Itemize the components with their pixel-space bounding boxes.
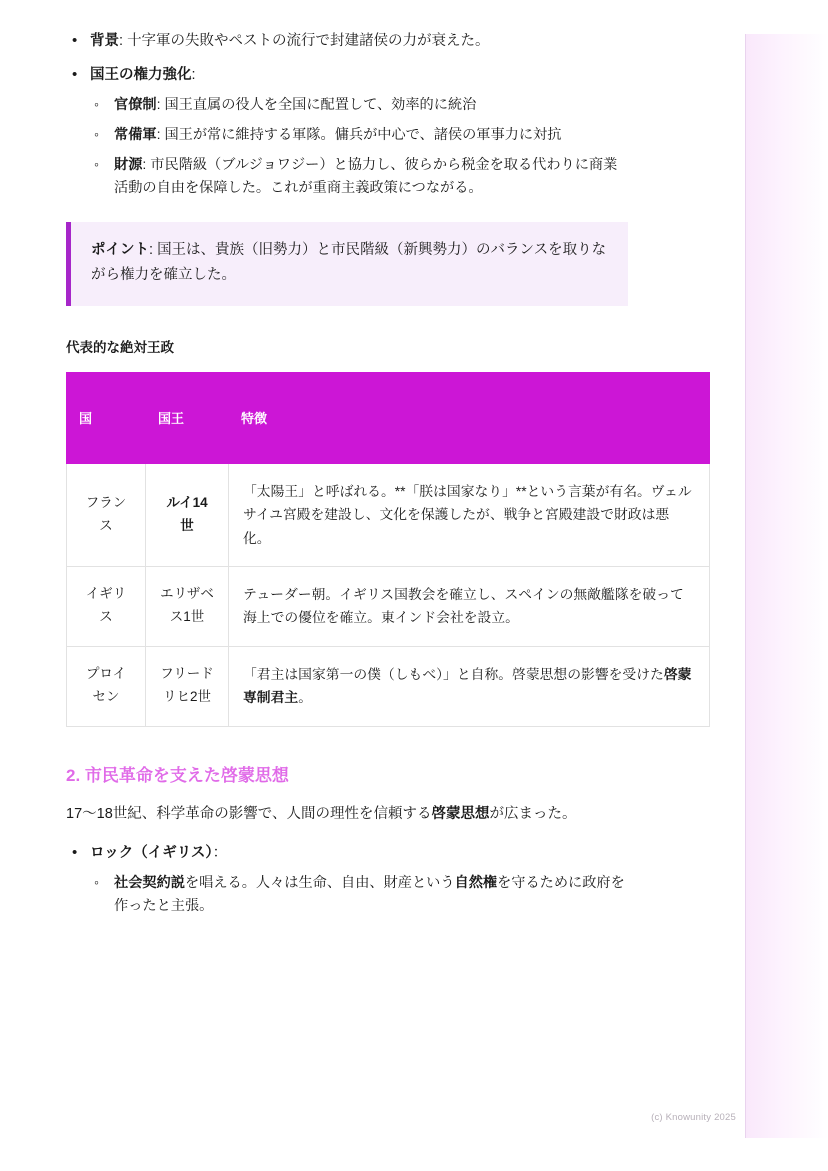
bullet-text: 国王が常に維持する軍隊。傭兵が中心で、諸侯の軍事力に対抗: [164, 126, 562, 143]
table-row: [67, 463, 710, 566]
footer-credit: (c) Knowunity 2025: [651, 1112, 736, 1123]
bullet-list-secondary: [90, 872, 628, 918]
bullet-term: 官僚制: [114, 96, 157, 113]
bullet-list-primary: [66, 30, 628, 200]
bullet-list-secondary: [90, 94, 628, 200]
cell-feature: [229, 566, 710, 646]
table-header-king: 国王: [146, 372, 229, 463]
table-body: [67, 463, 710, 726]
bullet-separator: :: [119, 33, 128, 49]
list-item: [66, 30, 628, 54]
cell-country: プロイセン: [67, 646, 146, 726]
bullet-separator: :: [142, 156, 151, 173]
paragraph-text: 17〜18世紀、科学革命の影響で、人間の理性を信頼する: [66, 805, 432, 822]
bullet-separator: :: [156, 126, 165, 143]
bullet-highlight-2: 自然権: [454, 875, 498, 892]
callout-box: [66, 222, 628, 306]
table-header-feature: 特徴: [229, 372, 710, 463]
cell-feature: [229, 646, 710, 726]
cell-king: エリザベス1世: [146, 566, 229, 646]
cell-king: フリードリヒ2世: [146, 646, 229, 726]
table-row: [67, 646, 710, 726]
bullet-term: ロック（イギリス）: [90, 845, 213, 862]
table-caption: 代表的な絶対王政: [66, 339, 174, 355]
cell-feature-text: 「太陽王」と呼ばれる。**「朕は国家なり」**という言葉が有名。ヴェルサイユ宮殿を建設し、文化を保護したが、戦争と宮殿建設で財政は悪化。: [243, 483, 692, 546]
bullet-term: 背景: [90, 33, 119, 49]
cell-feature-text: テューダー朝。イギリス国教会を確立し、スペインの無敵艦隊を破って海上での優位を確立。東インド会社を設立。: [243, 586, 684, 626]
callout-separator: :: [149, 241, 158, 258]
bullet-list-enlightenment: [66, 842, 628, 918]
bullet-text: 市民階級（ブルジョワジー）と協力し、彼らから税金を取る代わりに商業活動の自由を保障した。これが重商主義政策につながる。: [114, 156, 618, 196]
bullet-highlight-1: 社会契約説: [114, 875, 185, 892]
bullet-text-2: を守るために政府を作ったと主張。: [114, 875, 625, 915]
list-item: [90, 124, 628, 147]
cell-feature-text-tail: 。: [298, 690, 312, 706]
cell-king: ルイ14世: [146, 463, 229, 566]
cell-country: フランス: [67, 463, 146, 566]
cell-feature-text: 「君主は国家第一の僕（しもべ）」と自称。啓蒙思想の影響を受けた: [243, 666, 664, 682]
bullet-text: 十字軍の失敗やペストの流行で封建諸侯の力が衰えた。: [127, 33, 490, 49]
callout-text: 国王は、貴族（旧勢力）と市民階級（新興勢力）のバランスを取りながら権力を確立した。: [91, 241, 607, 284]
cell-feature-highlight: 啓蒙専制君主: [243, 666, 692, 706]
bullet-term: 国王の権力強化: [90, 66, 192, 83]
list-item: [90, 94, 628, 117]
callout-term: ポイント: [91, 241, 149, 258]
absolutism-table: [66, 372, 710, 727]
list-item: [90, 872, 628, 918]
bullet-separator: :: [191, 66, 196, 83]
bullet-term: 常備軍: [114, 126, 157, 143]
cell-country: イギリス: [67, 566, 146, 646]
bullet-term: 財源: [114, 156, 143, 173]
bullet-text-1: を唱える。人々は生命、自由、財産という: [184, 875, 455, 892]
table-header-country: 国: [67, 372, 146, 463]
table-row: [67, 566, 710, 646]
table-header-row: [67, 372, 710, 463]
paragraph-text-tail: が広まった。: [489, 805, 577, 822]
list-item: [66, 842, 628, 918]
section-paragraph: [66, 802, 628, 827]
section-heading: 2. 市民革命を支えた啓蒙思想: [66, 765, 289, 785]
list-item: [90, 154, 628, 200]
table-header: [67, 372, 710, 463]
bullet-separator: :: [156, 96, 165, 113]
bullet-separator: ：: [212, 845, 228, 862]
list-item: [66, 64, 628, 200]
bullet-text: 国王直属の役人を全国に配置して、効率的に統治: [164, 96, 477, 113]
cell-feature: [229, 463, 710, 566]
paragraph-highlight: 啓蒙思想: [431, 805, 490, 822]
